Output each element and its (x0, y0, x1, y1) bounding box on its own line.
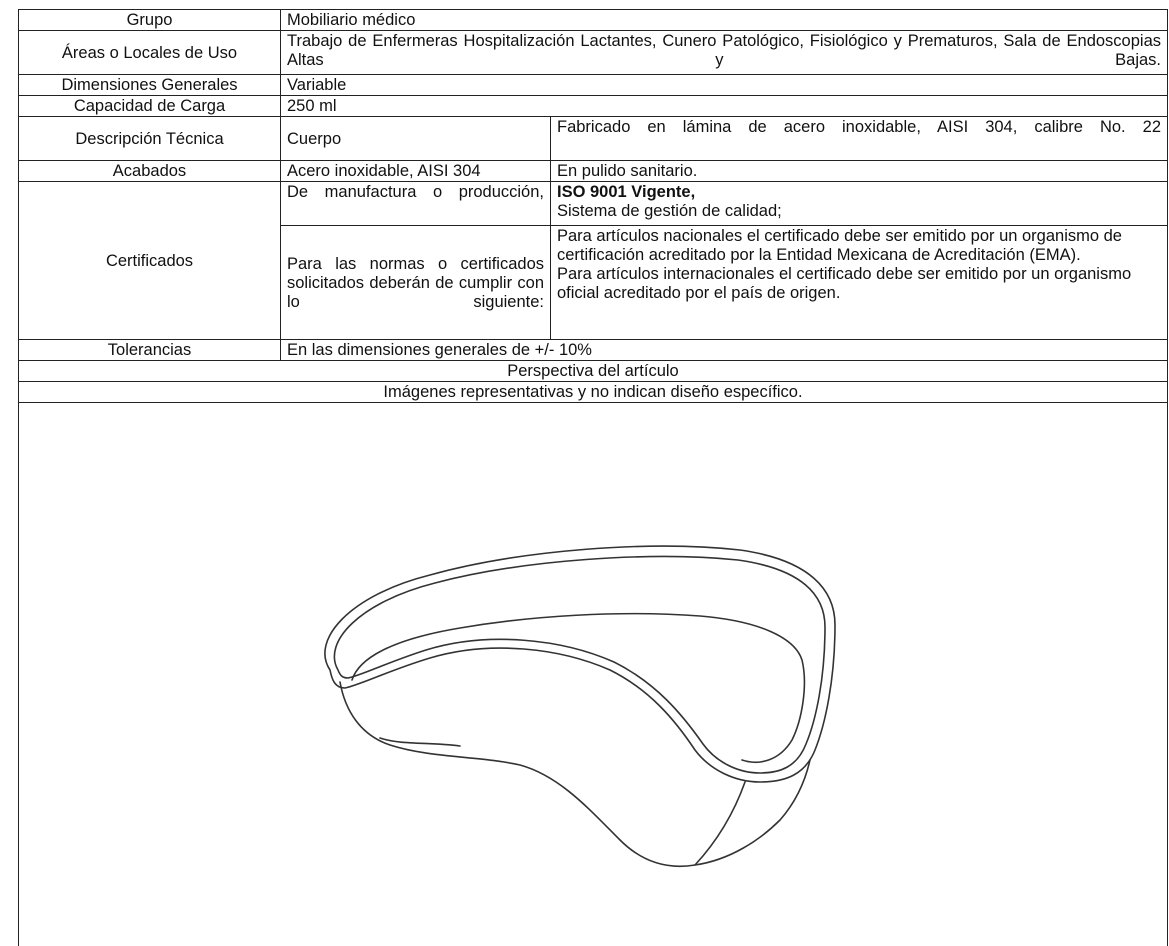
row-perspectiva (19, 361, 1168, 382)
value-tolerancias: En las dimensiones generales de +/- 10% (281, 340, 1168, 361)
row-descripcion (19, 117, 1168, 161)
value-dimensiones: Variable (281, 75, 1168, 96)
label-dimensiones: Dimensiones Generales (19, 75, 281, 96)
value-areas: Trabajo de Enfermeras Hospitalización Lactantes, Cunero Patológico, Fisiológico y Prematuros, Sala de Endoscopias Altas y Bajas. (281, 31, 1168, 75)
row-grupo (19, 10, 1168, 31)
value-certificados-iso (551, 182, 1168, 226)
row-capacidad (19, 96, 1168, 117)
row-dimensiones (19, 75, 1168, 96)
value-grupo: Mobiliario médico (281, 10, 1168, 31)
row-certificados-1 (19, 182, 1168, 226)
iso-detail: Sistema de gestión de calidad; (557, 202, 782, 220)
kidney-dish-icon (290, 520, 850, 900)
row-nota (19, 382, 1168, 403)
dish-right-wall (695, 782, 745, 865)
normas-nacionales: Para artículos nacionales el certificado debe ser emitido por un organismo de certificación acreditado por la Entidad Mexicana de Acreditación (EMA). (557, 227, 1122, 264)
label-certificados: Certificados (19, 182, 281, 340)
part-certificados-manufactura: De manufactura o producción, (281, 182, 551, 226)
value-descripcion: Fabricado en lámina de acero inoxidable, AISI 304, calibre No. 22 (551, 117, 1168, 161)
part-certificados-normas: Para las normas o certificados solicitados deberán de cumplir con lo siguiente: (281, 226, 551, 340)
value-capacidad: 250 ml (281, 96, 1168, 117)
normas-internacionales: Para artículos internacionales el certificado debe ser emitido por un organismo oficial acreditado por el país de origen. (557, 265, 1132, 302)
label-tolerancias: Tolerancias (19, 340, 281, 361)
label-acabados: Acabados (19, 161, 281, 182)
part-descripcion: Cuerpo (281, 117, 551, 161)
label-descripcion: Descripción Técnica (19, 117, 281, 161)
row-areas (19, 31, 1168, 75)
label-grupo: Grupo (19, 10, 281, 31)
row-tolerancias (19, 340, 1168, 361)
row-acabados (19, 161, 1168, 182)
nota-imagenes: Imágenes representativas y no indican diseño específico. (19, 382, 1168, 403)
dish-inner-bowl (352, 614, 804, 763)
perspectiva-heading: Perspectiva del artículo (19, 361, 1168, 382)
spec-table (18, 9, 1168, 403)
label-areas: Áreas o Locales de Uso (19, 31, 281, 75)
value-certificados-normas (551, 226, 1168, 340)
dish-left-wall (340, 682, 810, 866)
dish-outer-rim (325, 546, 835, 782)
part-acabados: Acero inoxidable, AISI 304 (281, 161, 551, 182)
value-acabados: En pulido sanitario. (551, 161, 1168, 182)
iso-title: ISO 9001 Vigente, (557, 183, 696, 201)
label-capacidad: Capacidad de Carga (19, 96, 281, 117)
